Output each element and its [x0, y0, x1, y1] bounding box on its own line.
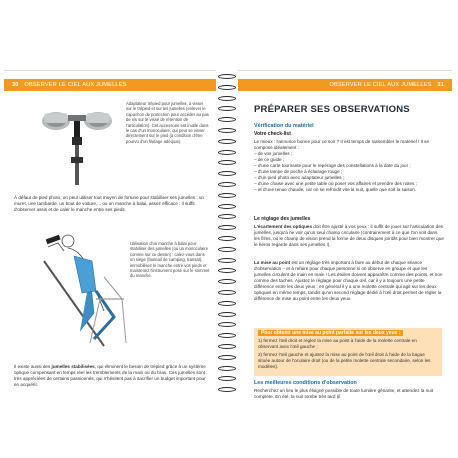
mise-au-point-text: est un réglage très important à faire au début de chaque séance d'observation – et à refaire pour chaque personne si on observe en groupe et que les jumelles circulent de main en main ! Les étoiles doivent apparaître comme des points, et non comme des taches. Ajustez le réglage pour chaque œil, car il y a toujours une petite différence entre les deux yeux : en général il y a une molette centrale qui agit sur les deux optiques en même temps, tandis qu'un second réglage dédié à l'œil droit permet de régler la différence de mise au point entre les deux yeux.: [254, 260, 443, 301]
page-title: PRÉPARER SES OBSERVATIONS: [254, 104, 410, 115]
list-item: – d'une lampe de poche à éclairage rouge ;: [254, 169, 343, 174]
ecartement-text: doit être ajusté à vos yeux : il suffit de jouer sur l'articulation des jumelles, jusqu'à ne voir qu'un seul champ circulaire (contrairement à ce que l'on voit dans les films, où le champ de vision prend la forme de deux disques jointifs pour bien montrer que le héros regarde dans ses jumelles !).: [254, 224, 444, 247]
focus-tip-heading: Pour obtenir une mise au point parfaite sur les deux yeux :: [258, 330, 403, 336]
spiral-ring: [218, 258, 236, 263]
spiral-ring: [218, 74, 236, 79]
paragraph-2-prefix: Il existe aussi des: [14, 364, 52, 369]
spiral-ring: [218, 279, 236, 284]
spiral-ring: [218, 355, 236, 360]
subhead-reglage: Le réglage des jumelles: [254, 216, 311, 222]
spiral-ring: [218, 214, 236, 219]
list-item: – de vos jumelles ;: [254, 151, 293, 156]
spiral-ring: [218, 322, 236, 327]
right-header-title: OBSERVER LE CIEL AUX JUMELLES: [329, 82, 432, 88]
spiral-ring: [218, 376, 236, 381]
ecartement-paragraph: [254, 224, 444, 248]
person-broom-illustration: [34, 221, 134, 351]
left-running-header: [4, 79, 216, 91]
spiral-binding: [216, 74, 238, 400]
spiral-ring: [218, 387, 236, 392]
list-item: – d'une chaise avec une petite table où poser vos affaires et prendre des notes ;: [254, 181, 417, 186]
checklist-heading: Votre check-list: [254, 131, 291, 137]
spiral-ring: [218, 182, 236, 187]
left-header-title: OBSERVER LE CIEL AUX JUMELLES: [24, 82, 127, 88]
focus-tip-step-2: 2) fermez l'œil gauche et ajustez la mise au point de l'œil droit à l'aide de la bague située autour de l'oculaire droit (ou de la petite molette centrale secondaire, selon les modèles).: [258, 352, 431, 369]
list-item: – et d'une tenue chaude, car on se refroidit vite la nuit, quelle que soit la saison.: [254, 187, 417, 192]
list-item: – de ce guide ;: [254, 157, 285, 162]
subhead-verification: Vérification du matériel: [254, 123, 314, 129]
mise-au-point-paragraph: [254, 260, 444, 302]
spiral-ring: [218, 150, 236, 155]
spiral-ring: [218, 96, 236, 101]
spiral-ring: [218, 247, 236, 252]
spiral-ring: [218, 268, 236, 273]
adapter-caption: Adaptateur trépied pour jumelles, à visser sur le trépied et sur les jumelles (enlever le capuchon de protection pour accéder au pas de vis sur le vissé de rétention de l'articulation). Cet accessoire est inutile dans le cas d'un monoculaire, qui peut se visser directement sur le pied (à condition d'être pourvu d'un filetage adéquat).: [126, 101, 209, 144]
spiral-ring: [218, 160, 236, 165]
paragraph-2-rest: , qui éliminent le besoin de trépied grâce à un système optique compensant en temps réel les tremblements de la main ou du bras. Ces jumelles sont très appréciées de certains passionnés, qui n'hésitent pas à sacrifier un budget important pour en acquérir.: [14, 364, 206, 387]
conditions-paragraph: Recherchez un lieu le plus éloigné possible de toute lumière gênante, et attendez la nuit complète. En été, la nuit tombe très tard (il: [254, 388, 434, 399]
paragraph-2-bold: jumelles stabilisées: [51, 364, 95, 369]
spiral-ring: [218, 366, 236, 371]
list-item: – d'un pied photo avec adaptateur jumelles ;: [254, 175, 345, 180]
spiral-ring: [218, 333, 236, 338]
left-paragraph-1: À défaut de pied photo, on peut utiliser tout moyen de fortune pour stabiliser ses jumelles : un muret, une tambarde, un bout de voiture,... ou un manche à balai, assez efficace : il suffit d'observer assis et de caler le manche entre ses pieds.: [14, 195, 204, 212]
spiral-ring: [218, 301, 236, 306]
spiral-ring: [218, 193, 236, 198]
left-page: [4, 70, 216, 400]
checklist: [254, 151, 444, 193]
right-running-header: [238, 79, 452, 91]
focus-tip-box: [254, 328, 442, 376]
spiral-ring: [218, 312, 236, 317]
spiral-ring: [218, 117, 236, 122]
spiral-ring: [218, 344, 236, 349]
broom-caption: Utilisation d'un manche à balai pour stabiliser des jumelles (ou un monoculaire comme sur ce dessin) : calez-vous dans un siège (fauteuil de camping, transat), immobilisez le manche entre vos pieds et maintenez l'instrument posé sur le sommet du manche.: [130, 241, 210, 279]
spiral-ring: [218, 204, 236, 209]
ecartement-bold: L'écartement des optiques: [254, 224, 313, 229]
spiral-ring: [218, 85, 236, 90]
left-page-number: 30: [12, 82, 19, 88]
left-paragraph-2: [14, 364, 210, 388]
mise-au-point-bold: La mise au point: [254, 260, 291, 265]
list-item: – d'une carte tournante pour le repérage des constellations à la date du jour ;: [254, 163, 411, 168]
right-page: [238, 70, 452, 400]
focus-tip-step-1: 1) fermez l'œil droit et réglez la mise au point à l'aide de la molette centrale en observant avec l'œil gauche ;: [258, 338, 417, 349]
spiral-ring: [218, 139, 236, 144]
checklist-intro: Le mieux : l'annonce bonne pour ce soir ? Il est temps de rassembler le matériel ! Il se compose idéalement :: [254, 139, 430, 150]
right-page-number: 31: [437, 82, 444, 88]
spiral-ring: [218, 128, 236, 133]
spiral-ring: [218, 225, 236, 230]
spiral-ring: [218, 106, 236, 111]
spiral-ring: [218, 236, 236, 241]
subhead-conditions: Les meilleures conditions d'observation: [254, 380, 357, 386]
spiral-ring: [218, 290, 236, 295]
spiral-ring: [218, 171, 236, 176]
binoculars-tripod-illustration: [36, 99, 122, 189]
